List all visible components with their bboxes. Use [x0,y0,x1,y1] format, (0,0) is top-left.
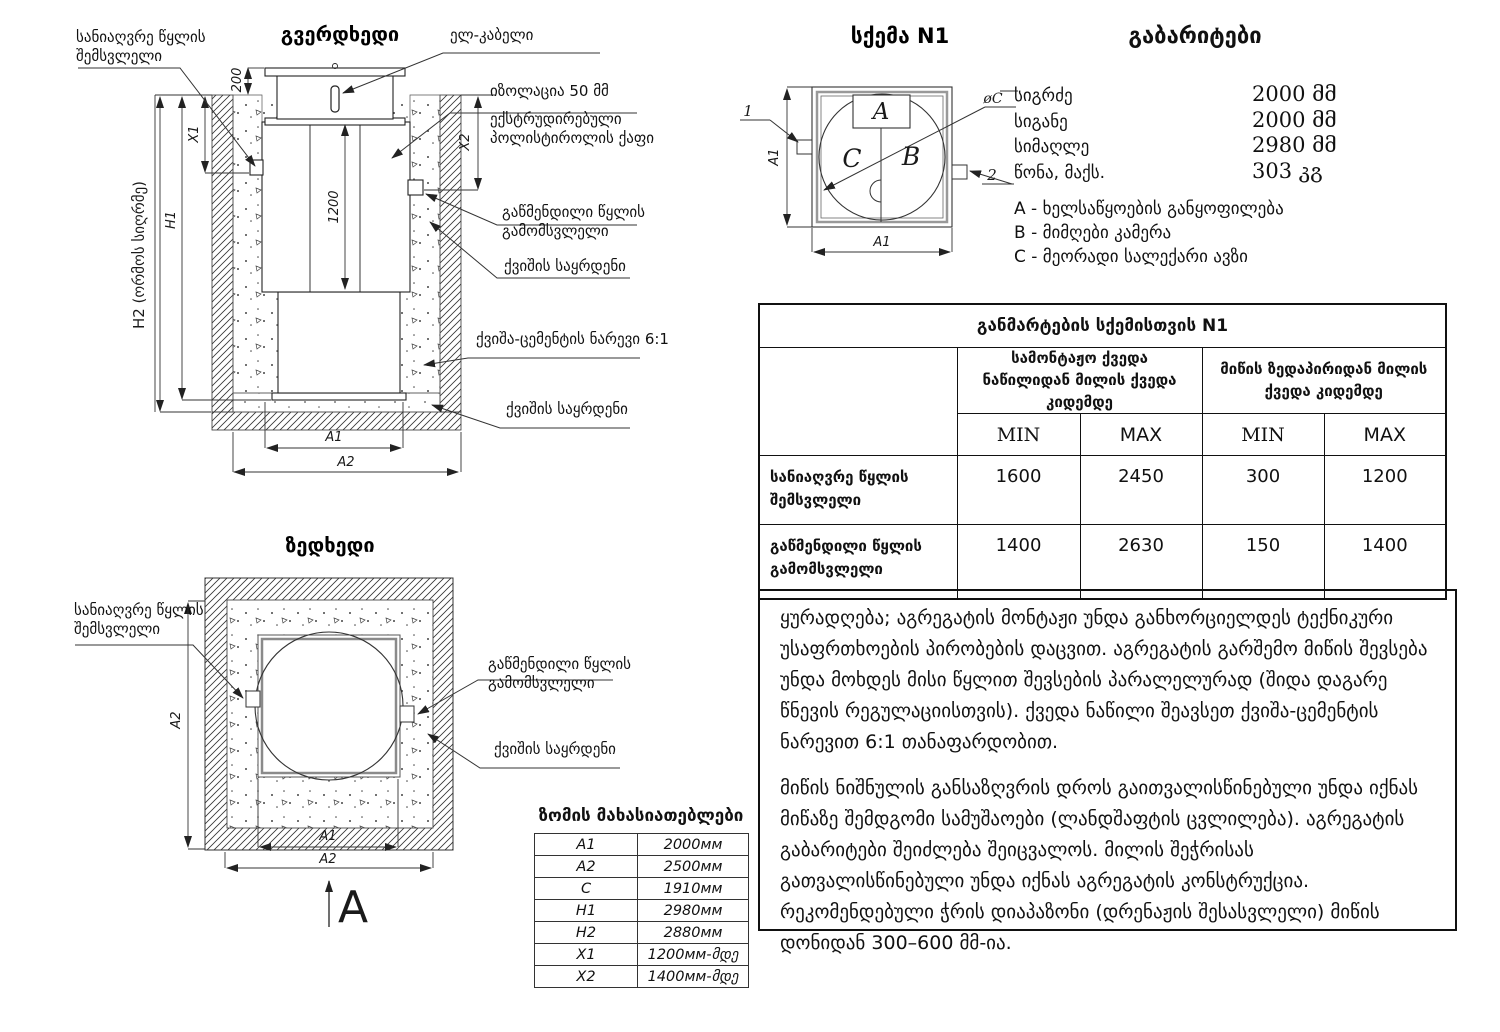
table-cell: 1200 [1324,456,1446,525]
size-table [534,833,749,988]
legend-b: B - მიმღები კამერა [1014,223,1172,243]
size-param: C [535,878,638,900]
side-label-outlet: გაწმენდილი წყლის გამომსვლელი [502,203,646,240]
notes-paragraph-2: მიწის ნიშნულის განსაზღვრის დროს გაითვალისწინებული უნდა იქნას მიწაზე შემდგომი სამუშაოები (ლანდშაფტის ცვლილება). აგრეგატის გაბარიტები შეიძლება შეიცვალოს. მილის შეჭრისას გათვალისწინებული უნდა იქნას აგრეგატის კონსტრუქცია. რეკომენდებული ჭრის დიაპაზონი (დრენაჟის შესასვლელი) მიწის დონიდან 300–600 მმ-ია. [780,777,1419,954]
side-label-insulation: იზოლაცია 50 მმ [490,82,609,100]
table-group-1: სამონტაჟო ქვედა ნაწილიდან მილის ქვედა კიდემდე [957,348,1202,414]
table-cell: 1600 [957,456,1080,525]
spec-row-height [1014,133,1337,157]
specs-title: გაბარიტები [1128,24,1262,49]
dim-label-x1: X1 [187,125,202,143]
table-cell: 150 [1202,525,1324,600]
size-row [535,856,749,878]
dim-label-h2: H2 (ორმოს სიღრმე) [130,180,148,330]
size-table-section [532,806,750,988]
side-label-sand-lower: ქვიშის საყრდენი [506,400,628,418]
scheme-inlet-stub [797,140,812,154]
spec-value: 303 კგ [1252,159,1323,183]
position-1-label: 1 [743,102,753,120]
dim-label-a1-scheme-side: A1 [767,148,782,166]
table-group-2: მიწის ზედაპირიდან მილის ქვედა კიდემდე [1202,348,1446,414]
size-value: 2500мм [638,856,749,878]
explanation-table [758,303,1447,600]
dim-label-x2: X2 [458,133,473,151]
side-label-sand-upper: ქვიშის საყრდენი [504,257,626,275]
size-value: 2880мм [638,922,749,944]
table-row [759,456,1446,525]
size-param: A1 [535,834,638,856]
spec-label: სიმაღლე [1014,137,1090,157]
spec-row-length [1014,82,1337,106]
notes-paragraph-1: ყურადღება; აგრეგატის მონტაჟი უნდა განხორციელდეს ტექნიკური უსაფრთხოების პირობების დაცვით. აგრეგატის გარშემო მიწის შევსება უნდა მოხდეს მისი წყლით შევსების პარალელურად (შიდა დაგარე წნევის რეგულაციისთვის). ქვედა ნაწილი შეავსეთ ქვიშა-ცემენტის ნარევით 6:1 თანაფარდობით. [780,607,1428,753]
size-value: 2000мм [638,834,749,856]
table-subheader-max-2: MAX [1324,414,1446,456]
dim-label-a2-side: A2 [169,711,184,729]
dim-label-1200: 1200 [327,190,342,224]
side-label-foam: ექსტრუდირებული პოლისტიროლის ქაფი [490,110,655,147]
table-cell: 1400 [957,525,1080,600]
compartment-b-label: B [901,142,921,171]
size-value: 1910мм [638,878,749,900]
size-table-title: ზომის მახასიათებლები [538,806,744,826]
size-row [535,900,749,922]
top-label-sand: ქვიშის საყრდენი [494,740,616,758]
spec-label: სიგრძე [1014,86,1073,106]
dim-label-a1-scheme-bottom: A1 [873,235,891,250]
size-value: 1200мм-მდე [638,944,749,966]
size-param: X1 [535,944,638,966]
scheme-title: სქემა N1 [850,24,950,48]
spec-row-width [1014,108,1337,132]
scheme-outlet-stub [952,165,967,179]
diameter-c-label: øC [983,91,1003,107]
dim-label-a1: A1 [325,430,343,445]
table-title: განმარტების სქემისთვის N1 [759,304,1446,348]
position-2-label: 2 [987,166,997,184]
spec-value: 2980 მმ [1252,133,1337,157]
table-subheader-max-1: MAX [1080,414,1202,456]
size-param: H2 [535,922,638,944]
section-letter: A [337,882,369,933]
table-cell: 2450 [1080,456,1202,525]
size-param: A2 [535,856,638,878]
table-cell: 1400 [1324,525,1446,600]
size-row [535,966,749,988]
top-view-title: ზედხედი [285,533,375,557]
compartment-c-label: C [842,144,862,173]
dim-label-200: 200 [230,67,245,93]
tank-plan [246,632,414,780]
spec-label: სიგანე [1014,112,1068,132]
legend-c: C - მეორადი სალექარი ავზი [1014,247,1248,267]
side-label-inlet: სანიაღვრე წყლის შემსვლელი [76,28,206,65]
side-view-title: გვერდხედი [280,22,400,46]
size-row [535,944,749,966]
inlet-stub-plan [246,691,260,707]
dim-label-a1-plan: A1 [319,829,337,844]
side-label-sand-cement-mix: ქვიშა-ცემენტის ნარევი 6:1 [476,330,669,348]
compartment-a-label: A [872,99,890,125]
table-row-label: სანიაღვრე წყლის შემსვლელი [759,456,957,525]
table-row-label: გაწმენდილი წყლის გამომსვლელი [759,525,957,600]
spec-row-weight [1014,159,1323,183]
table-cell: 2630 [1080,525,1202,600]
dim-label-h1: H1 [164,210,179,230]
side-label-cable: ელ-კაბელი [450,26,534,44]
outlet-stub [408,180,423,195]
legend-a: A - ხელსაწყოების განყოფილება [1014,199,1284,219]
size-row [535,922,749,944]
electric-cable-symbol [331,86,339,112]
table-subheader-min-1: MIN [957,414,1080,456]
top-label-inlet: სანიაღვრე წყლის შემსვლელი [74,601,204,638]
dim-label-a2: A2 [337,455,355,470]
size-value: 1400мм-მდე [638,966,749,988]
top-label-outlet: გაწმენდილი წყლის გამომსვლელი [488,655,632,692]
spec-value: 2000 მმ [1252,108,1337,132]
outlet-stub-plan [400,706,414,722]
spec-value: 2000 მმ [1252,82,1337,106]
size-param: X2 [535,966,638,988]
size-value: 2980мм [638,900,749,922]
size-row [535,878,749,900]
table-corner-cell [759,348,957,456]
table-cell: 300 [1202,456,1324,525]
spec-label: წონა, მაქს. [1014,163,1106,183]
size-row [535,834,749,856]
table-subheader-min-2: MIN [1202,414,1324,456]
dim-label-a2-plan: A2 [319,852,337,867]
size-param: H1 [535,900,638,922]
notes-box [758,589,1457,954]
